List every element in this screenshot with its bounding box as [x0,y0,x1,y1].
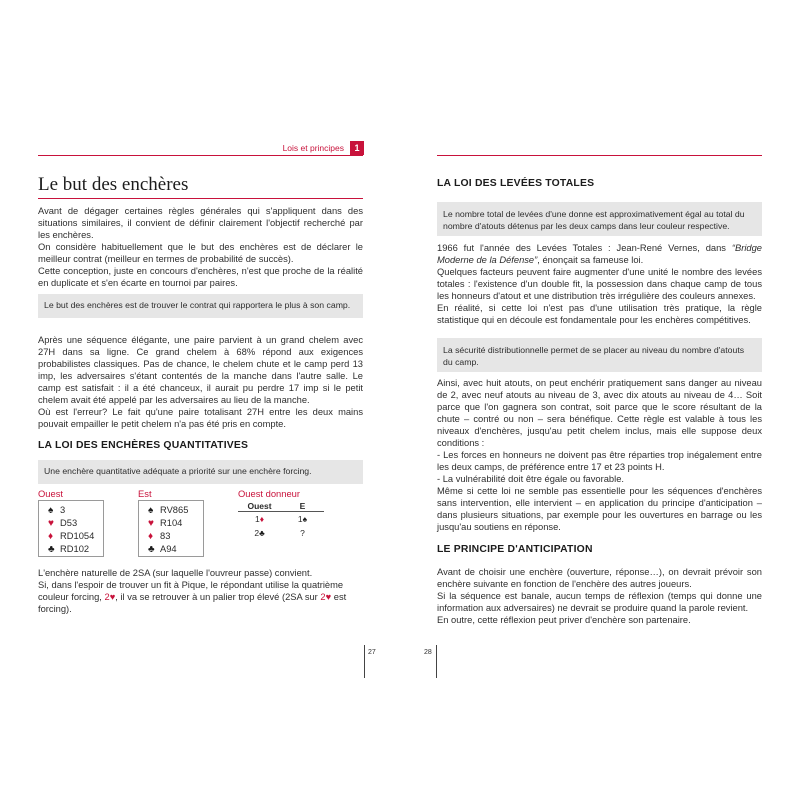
intro-block [38,205,363,289]
section-heading-anticipation: LE PRINCIPE D'ANTICIPATION [437,544,593,555]
club-icon: ♣ [148,544,155,555]
factors-paragraph: Quelques facteurs peuvent faire augmenter d'une unité le nombre des levées totales : l'existence d'un double fit, la possession dans chaque camp de tous les honneurs d'atout et une distribution très irrégulière des couleurs annexes. [437,267,762,301]
west-suit-1 [48,504,96,517]
intro-paragraph-2: On considère habituellement que le but des enchères est de déclarer le meilleur contrat (meilleur en termes de probabilité de succès). [38,242,363,264]
bid-west-1: 1♦ [254,514,265,524]
spade-icon: ♠ [48,505,54,516]
west-hearts: D53 [60,518,78,528]
callout-goal: Le but des enchères est de trouver le contrat qui rapportera le plus à son camp. [38,294,363,318]
anticipation-block [437,566,762,626]
page-rule-right [436,645,437,678]
condition-1: - Les forces en honneurs ne doivent pas être réparties trop inégalement entre les deux camps, de préférence entre 17 et 23 points H. [437,450,762,472]
bid-east-2: ? [300,528,305,538]
dealer-label: Ouest donneur [238,488,301,499]
east-spades: RV865 [160,505,189,515]
bidding-col-east: E [281,501,324,512]
bidding-row-1 [238,512,324,527]
west-suit-4 [48,543,96,556]
diamond-icon: ♦ [259,514,265,524]
west-suit-3 [48,530,96,543]
east-hand-label: Est [138,488,152,499]
intro-paragraph-1: Avant de dégager certaines règles générales qui s'appliquent dans des situations similaires, il convient de définir clairement l'objectif recherché par les enchères. [38,206,363,240]
diamond-icon: ♦ [48,531,54,542]
heart-icon: ♥ [325,592,332,602]
intro-paragraph-3: Cette conception, juste en concours d'enchères, n'est que proche de la réalité en duplicate et s'en écarte en tournoi par paires. [38,266,363,288]
heart-icon: ♥ [109,592,116,602]
bid-east-1: 1♠ [297,514,308,524]
condition-2: - La vulnérabilité doit être égale ou favorable. [437,474,624,484]
bidding-table [238,501,324,540]
east-hand [138,500,204,557]
bidding-row-2 [238,526,324,540]
page-number-right: 28 [424,649,432,656]
east-diamonds: 83 [160,531,171,541]
west-suit-2 [48,517,96,530]
west-diamonds: RD1054 [60,531,95,541]
bidding-box [238,501,324,540]
spade-icon: ♠ [302,514,308,524]
chapter-label: Lois et principes [282,143,344,153]
spade-icon: ♠ [148,505,154,516]
callout-distributional-safety: La sécurité distributionnelle permet de se placer au niveau du nombre d'atouts du camp. [437,338,762,372]
page-rule-left [364,645,365,678]
header-rule-right [437,155,762,156]
statistics-paragraph: En réalité, si cette loi n'est pas d'une utilisation très pratique, la règle statistique qui en découle est fondamentale pour les enchères compétitives. [437,303,762,325]
error-paragraph: Où est l'erreur? Le fait qu'une paire totalisant 27H entre les deux mains pouvait empailler le petit chelem n'a pas été pris en compte. [38,407,363,429]
vernes-paragraph: 1966 fut l'année des Levées Totales : Jean-René Vernes, dans “Bridge Moderne de la Défense”, énonçait sa fameuse loi. [437,243,762,265]
anticipation-paragraph-3: En outre, cette réflexion peut priver d'enchère son partenaire. [437,615,691,625]
safety-block [437,377,762,533]
east-suit-1 [148,504,196,517]
west-spades: 3 [60,505,66,515]
conclusion-block [38,567,363,615]
west-hand [38,500,104,557]
trumps-paragraph: Ainsi, avec huit atouts, on peut enchérir pratiquement sans danger au niveau de 2, avec neuf atouts au niveau de 3, avec dix atouts au niveau de 4… Soit parce que l'on gagnera son contrat, soit parce que le score résultant de la chute – contré ou non – sera bénéfique. Cette règle est valable à tous les niveaux d'enchères, jusqu'au petit chelem inclus, mais elle suppose deux conditions : [437,378,762,448]
bidding-header-row [238,501,324,512]
callout-quantitative: Une enchère quantitative adéquate a priorité sur une enchère forcing. [38,460,363,484]
club-icon: ♣ [48,544,55,555]
club-icon: ♣ [259,528,265,538]
bid-2h-2: 2♥ [320,592,332,602]
page-title: Le but des enchères [38,174,189,195]
header-rule-left [38,155,363,156]
section-heading-quantitative: LA LOI DES ENCHÈRES QUANTITATIVES [38,440,249,451]
east-hearts: R104 [160,518,183,528]
east-suit-2 [148,517,196,530]
conclusion-paragraph-1: L'enchère naturelle de 2SA (sur laquelle l'ouvreur passe) convient. [38,568,313,578]
section-heading-total-tricks: LA LOI DES LEVÉES TOTALES [437,178,595,189]
conclusion-paragraph-2: Si, dans l'espoir de trouver un fit à Pique, le répondant utilise la quatrième couleur forcing, 2♥, il va se retrouver à un palier trop élevé (2SA sur 2♥ est forcing). [38,580,347,614]
east-suit-3 [148,530,196,543]
heart-icon: ♥ [148,518,154,529]
east-clubs: A94 [160,544,177,554]
east-suit-4 [148,543,196,556]
heart-icon: ♥ [48,518,54,529]
book-title: “Bridge Moderne de la Défense” [437,243,762,265]
title-underline [38,198,363,199]
diamond-icon: ♦ [148,531,154,542]
callout-total-tricks: Le nombre total de levées d'une donne est approximativement égal au total du nombre d'atouts détenus par les deux camps dans leur couleur respective. [437,202,762,236]
page-number-left: 27 [368,649,376,656]
west-clubs: RD102 [60,544,90,554]
anticipation-link-paragraph: Même si cette loi ne semble pas essentielle pour les séquences d'enchères sans intervention, elle intervient – en application du principe d'anticipation – dans plusieurs situations, par exemple pour les ouvertures en barrage ou les jusqu'au soutiens en réponse. [437,486,762,532]
anticipation-paragraph-1: Avant de choisir une enchère (ouverture, réponse…), on devrait prévoir son enchère suivante en fonction de l'enchère des autres joueurs. [437,567,762,589]
west-hand-label: Ouest [38,488,64,499]
example-paragraph: Après une séquence élégante, une paire parvient à un grand chelem avec 27H dans sa ligne. Ce grand chelem à 68% répond aux exigences probabilistes classiques. Pas de chance, le chelem chute et le camp perd 13 imp, les adversaires s'étant contentés de la manche dans l'autre salle. Le camp est satisfait : il a été chanceux, il aurait pu perdre 17 imp si le petit chelem avait été appelé par les adversaires au lieu de la manche. [38,335,363,405]
bid-2h-1: 2♥ [104,592,116,602]
example-block [38,334,363,430]
total-tricks-block [437,242,762,326]
bidding-col-west: Ouest [238,501,281,512]
chapter-number-badge: 1 [350,141,364,155]
bid-west-2: 2♣ [254,528,265,538]
anticipation-paragraph-2: Si la séquence est banale, aucun temps de réflexion (temps qui donne une information aux adversaires) ne devrait se produire quand la parole revient. [437,591,762,613]
